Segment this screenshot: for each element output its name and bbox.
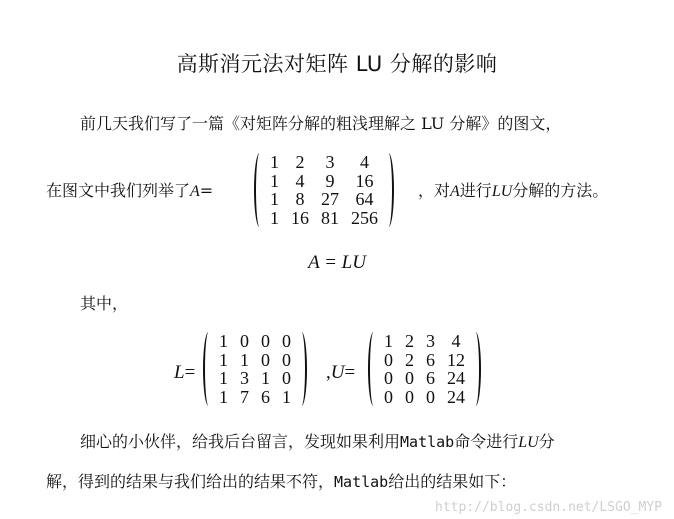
article-title: 高斯消元法对矩阵 LU 分解的影响	[176, 52, 498, 76]
matrix-l-table	[213, 332, 297, 406]
matrix-u-table	[378, 332, 471, 406]
right-bracket	[383, 153, 394, 227]
matrix-cell: 0	[405, 386, 414, 407]
matrix-cell: 27	[321, 189, 339, 209]
matrix-cell: 9	[325, 170, 335, 191]
eq-sign: =	[344, 362, 356, 383]
matrix-row	[213, 388, 297, 407]
matrix-cell: 6	[426, 368, 435, 388]
matrix-cell: 64	[355, 189, 374, 209]
matrix-cell: 0	[384, 368, 393, 388]
paragraph-matrix-suffix	[418, 181, 608, 202]
matrix-cell: 1	[270, 207, 279, 228]
watermark: http://blog.csdn.net/LSGO_MYP	[435, 500, 662, 515]
var-l-label	[174, 362, 195, 384]
matrix-row	[264, 209, 384, 228]
var-a: A	[190, 183, 200, 200]
var-a-inline: A	[450, 183, 460, 200]
right-bracket	[296, 332, 307, 406]
matrix-cell: 0	[261, 349, 270, 370]
var-u-label	[326, 362, 355, 384]
matrix-row	[213, 369, 297, 388]
eq-sign: =	[184, 362, 196, 383]
matrix-l	[203, 332, 307, 406]
matrix-cell: 0	[405, 368, 414, 388]
matrix-cell: 1	[219, 386, 228, 407]
matrix-cell: 3	[325, 152, 335, 172]
matrix-cell: 81	[321, 207, 339, 228]
matrix-cell: 2	[295, 152, 305, 172]
matrix-cell: 1	[240, 349, 249, 370]
left-bracket	[368, 332, 379, 406]
matrix-cell: 1	[270, 189, 279, 209]
paragraph-note	[80, 432, 555, 453]
matrix-cell: 2	[405, 331, 414, 351]
matrix-cell: 1	[270, 170, 279, 191]
matrix-a	[254, 153, 394, 227]
left-bracket	[254, 153, 265, 227]
var-lu-inline: LU	[518, 434, 539, 451]
suffix-text: 进行	[459, 181, 492, 200]
matrix-u	[368, 332, 481, 406]
matrix-a-table	[264, 153, 384, 227]
matrix-cell: 256	[351, 207, 378, 228]
text-prefix: 在图文中我们列举了	[46, 181, 191, 200]
result-text: 给出的结果如下：	[388, 472, 517, 491]
matrix-cell: 3	[240, 368, 249, 388]
matlab-term: Matlab	[334, 473, 389, 491]
matrix-cell: 0	[384, 386, 393, 407]
matrix-row	[378, 388, 471, 407]
matrix-cell: 0	[261, 331, 270, 351]
matrix-cell: 16	[355, 170, 374, 191]
matlab-term: Matlab	[400, 433, 455, 451]
matrix-cell: 1	[219, 331, 228, 351]
paragraph-result	[46, 472, 516, 492]
matrix-cell: 1	[270, 152, 279, 172]
matrix-row	[213, 332, 297, 351]
equation-a-lu: A = LU	[308, 252, 366, 273]
matrix-cell: 6	[426, 349, 435, 370]
matrix-cell: 1	[261, 368, 270, 388]
matrix-row	[378, 351, 471, 370]
matrix-cell: 0	[384, 349, 393, 370]
matrix-row	[264, 153, 384, 172]
left-bracket	[203, 332, 214, 406]
result-text: 解，得到的结果与我们给出的结果不符，	[46, 472, 335, 491]
note-text: 命令进行	[454, 432, 519, 451]
eq-sign: =	[199, 181, 214, 200]
note-text: 分	[538, 432, 555, 451]
matrix-row	[378, 332, 471, 351]
matrix-cell: 1	[384, 331, 393, 351]
matrix-row	[264, 190, 384, 209]
matrix-cell: 12	[447, 349, 465, 370]
var-l: L	[174, 362, 185, 383]
matrix-cell: 1	[219, 349, 228, 370]
paragraph-where: 其中，	[80, 294, 129, 313]
matrix-cell: 0	[282, 368, 291, 388]
matrix-cell: 2	[405, 349, 414, 370]
matrix-row	[378, 369, 471, 388]
right-bracket	[470, 332, 481, 406]
paragraph-intro: 前几天我们写了一篇《对矩阵分解的粗浅理解之 LU 分解》的图文，	[80, 114, 562, 133]
matrix-cell: 4	[295, 170, 305, 191]
matrix-cell: 3	[426, 331, 435, 351]
matrix-cell: 24	[447, 368, 465, 388]
matrix-cell: 1	[219, 368, 228, 388]
matrix-row	[213, 351, 297, 370]
note-text: 细心的小伙伴，给我后台留言，发现如果利用	[80, 432, 401, 451]
matrix-cell: 7	[240, 386, 249, 407]
var-u: U	[330, 362, 345, 383]
suffix-text: 分解的方法。	[512, 181, 609, 200]
matrix-cell: 1	[282, 386, 291, 407]
matrix-cell: 0	[282, 349, 291, 370]
paragraph-matrix-intro	[46, 181, 213, 202]
matrix-cell: 0	[282, 331, 291, 351]
matrix-cell: 16	[291, 207, 309, 228]
matrix-cell: 4	[451, 331, 461, 351]
matrix-cell: 8	[295, 189, 305, 209]
matrix-cell: 0	[240, 331, 249, 351]
var-lu-inline: LU	[491, 183, 513, 200]
matrix-cell: 24	[447, 386, 465, 407]
matrix-cell: 0	[426, 386, 435, 407]
matrix-cell: 4	[360, 152, 369, 172]
comma: ,	[326, 362, 331, 383]
matrix-row	[264, 172, 384, 191]
suffix-text: ，对	[418, 181, 451, 200]
matrix-cell: 6	[261, 386, 270, 407]
